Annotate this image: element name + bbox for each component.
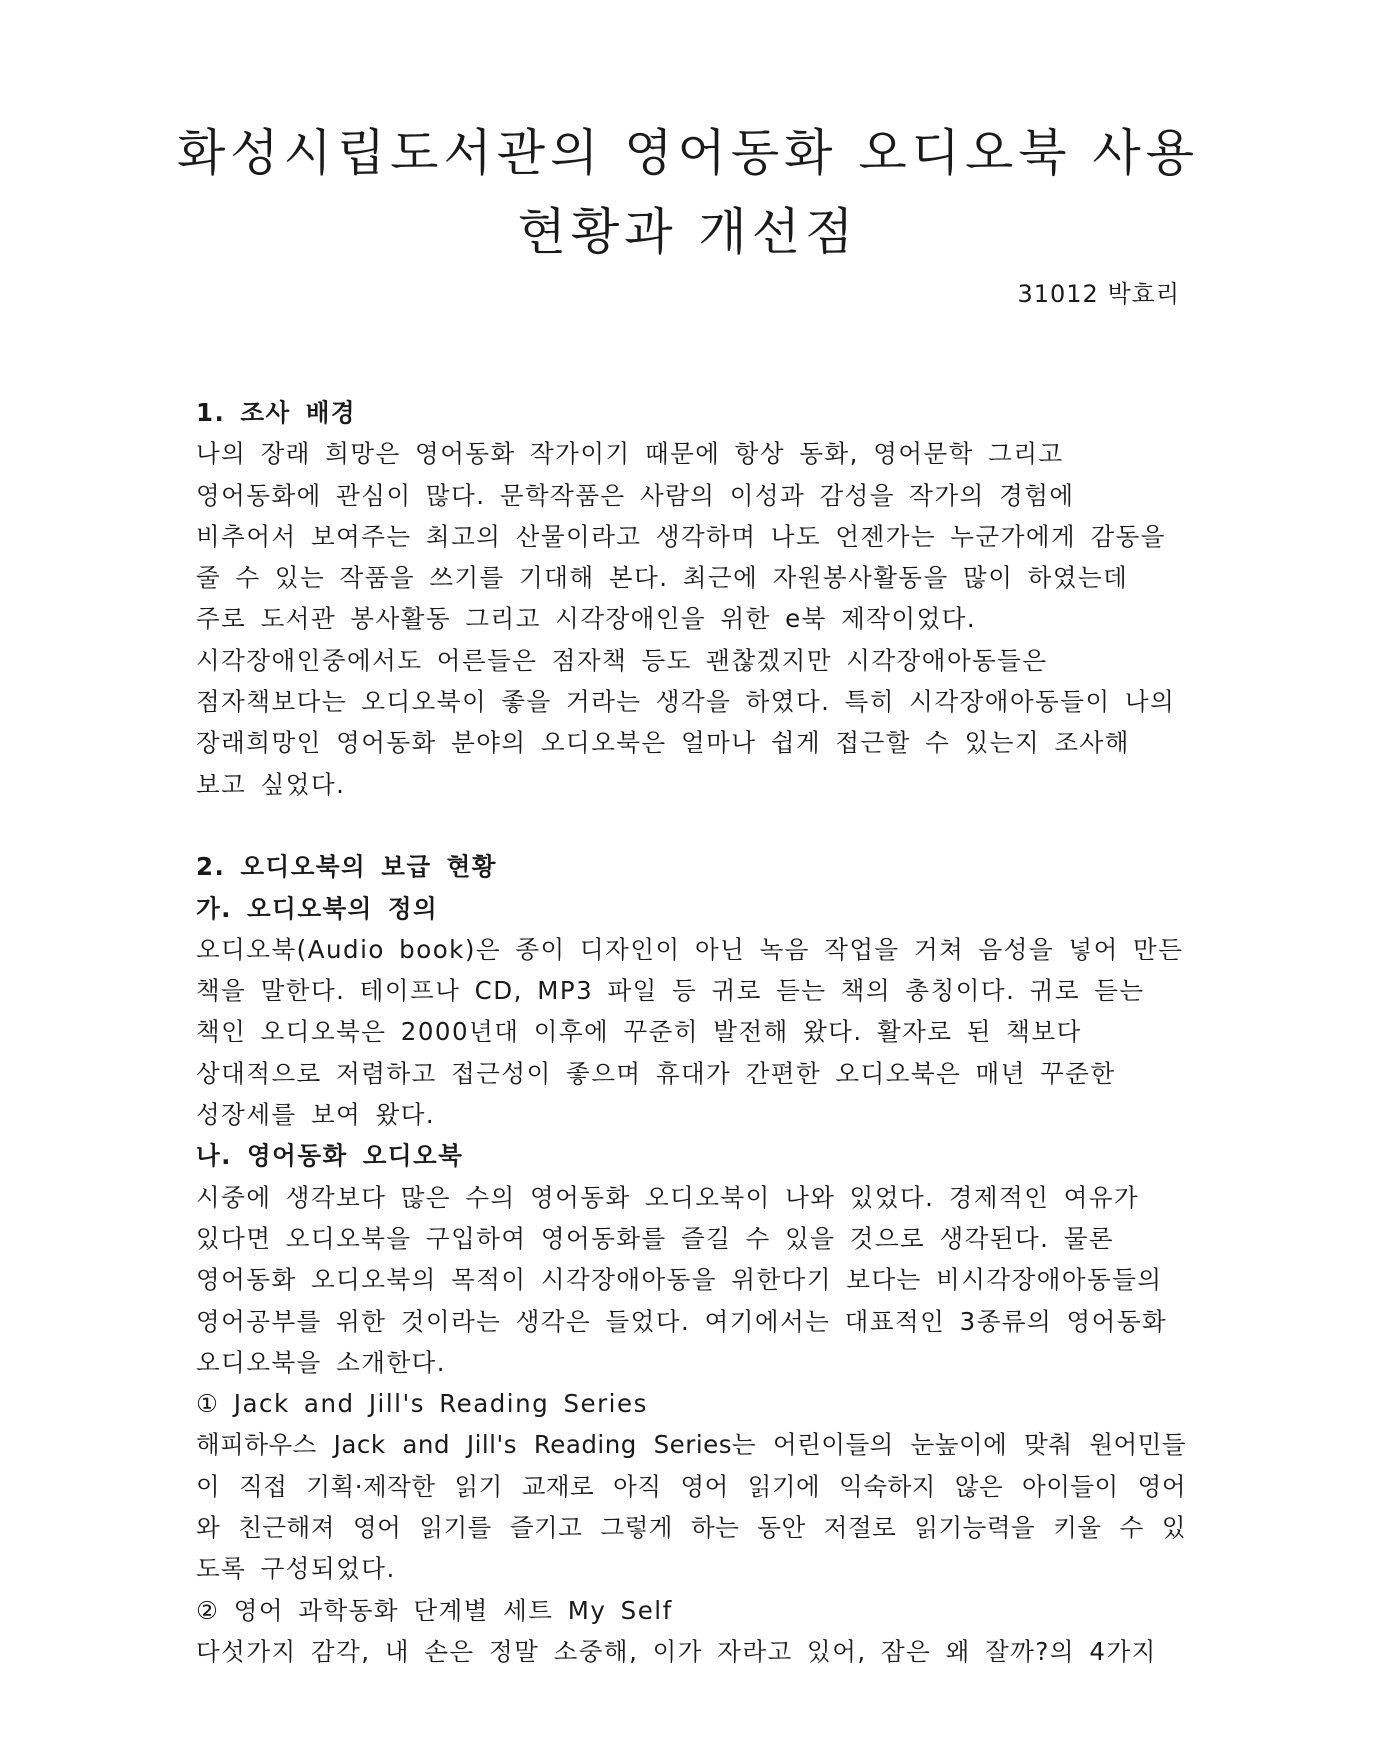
- paragraph-line: 점자책보다는 오디오북이 좋을 거라는 생각을 하였다. 특히 시각장애아동들이 나의: [196, 687, 1176, 717]
- paragraph-line: 다섯가지 감각, 내 손은 정말 소중해, 이가 자라고 있어, 잠은 왜 잘까?의 4가지: [196, 1636, 1157, 1666]
- section-heading: 2. 오디오북의 보급 현황: [196, 852, 497, 882]
- paragraph-line: 와 친근해져 영어 읽기를 즐기고 그렇게 하는 동안 저절로 읽기능력을 키울 수 있: [196, 1513, 1186, 1543]
- subsection-heading: 가. 오디오북의 정의: [196, 893, 439, 923]
- body-text: [196, 392, 1186, 1672]
- paragraph-line: 영어공부를 위한 것이라는 생각은 들었다. 여기에서는 대표적인 3종류의 영어동화: [196, 1306, 1168, 1336]
- paragraph-line: 보고 싶었다.: [196, 769, 346, 799]
- paragraph-line: 있다면 오디오북을 구입하여 영어동화를 즐길 수 있을 것으로 생각된다. 물론: [196, 1223, 1115, 1253]
- paragraph-line: 성장세를 보여 왔다.: [196, 1100, 436, 1130]
- section-heading: 1. 조사 배경: [196, 398, 357, 427]
- paragraph-line: 해피하우스 Jack and Jill's Reading Series는 어린이들의 눈높이에 맞춰 원어민들: [196, 1430, 1186, 1460]
- paragraph-line: 이 직접 기획·제작한 읽기 교재로 아직 영어 읽기에 익숙하지 않은 아이들이 영어: [196, 1471, 1186, 1501]
- blank-line: [196, 805, 1186, 846]
- paragraph-line: 비추어서 보여주는 최고의 산물이라고 생각하며 나도 언젠가는 누군가에게 감동을: [196, 521, 1166, 551]
- author: 31012 박효리: [1017, 280, 1180, 308]
- paragraph-line: 시각장애인중에서도 어른들은 점자책 등도 괜찮겠지만 시각장애아동들은: [196, 645, 1048, 675]
- paragraph-line: 줄 수 있는 작품을 쓰기를 기대해 본다. 최근에 자원봉사활동을 많이 하였는데: [196, 563, 1129, 593]
- title-line-1: 화성시립도서관의 영어동화 오디오북 사용: [176, 124, 1200, 182]
- title-line-2: 현황과 개선점: [517, 203, 859, 261]
- paragraph-line: 영어동화에 관심이 많다. 문학작품은 사람의 이성과 감성을 작가의 경험에: [196, 480, 1075, 510]
- paragraph-line: 장래희망인 영어동화 분야의 오디오북은 얼마나 쉽게 접근할 수 있는지 조사해: [196, 728, 1130, 758]
- paragraph-line: 나의 장래 희망은 영어동화 작가이기 때문에 항상 동화, 영어문학 그리고: [196, 439, 1064, 469]
- item-heading: ② 영어 과학동화 단계별 세트 My Self: [196, 1595, 673, 1625]
- paragraph-line: 상대적으로 저렴하고 접근성이 좋으며 휴대가 간편한 오디오북은 매년 꾸준한: [196, 1058, 1116, 1088]
- paragraph-line: 책인 오디오북은 2000년대 이후에 꾸준히 발전해 왔다. 활자로 된 책보다: [196, 1017, 1082, 1047]
- paragraph-line: 주로 도서관 봉사활동 그리고 시각장애인을 위한 e북 제작이었다.: [196, 604, 977, 634]
- paragraph-line: 도록 구성되었다.: [196, 1554, 396, 1584]
- subsection-heading: 나. 영어동화 오디오북: [196, 1141, 464, 1171]
- paragraph-line: 영어동화 오디오북의 목적이 시각장애아동을 위한다기 보다는 비시각장애아동들의: [196, 1265, 1163, 1295]
- paragraph-line: 오디오북(Audio book)은 종이 디자인이 아닌 녹음 작업을 거쳐 음성을 넣어 만든: [196, 934, 1184, 964]
- item-heading: ① Jack and Jill's Reading Series: [196, 1389, 648, 1419]
- paragraph-line: 오디오북을 소개한다.: [196, 1347, 447, 1377]
- paragraph-line: 시중에 생각보다 많은 수의 영어동화 오디오북이 나와 있었다. 경제적인 여유가: [196, 1182, 1140, 1212]
- paragraph-line: 책을 말한다. 테이프나 CD, MP3 파일 등 귀로 듣는 책의 총칭이다. 귀로 듣는: [196, 976, 1145, 1006]
